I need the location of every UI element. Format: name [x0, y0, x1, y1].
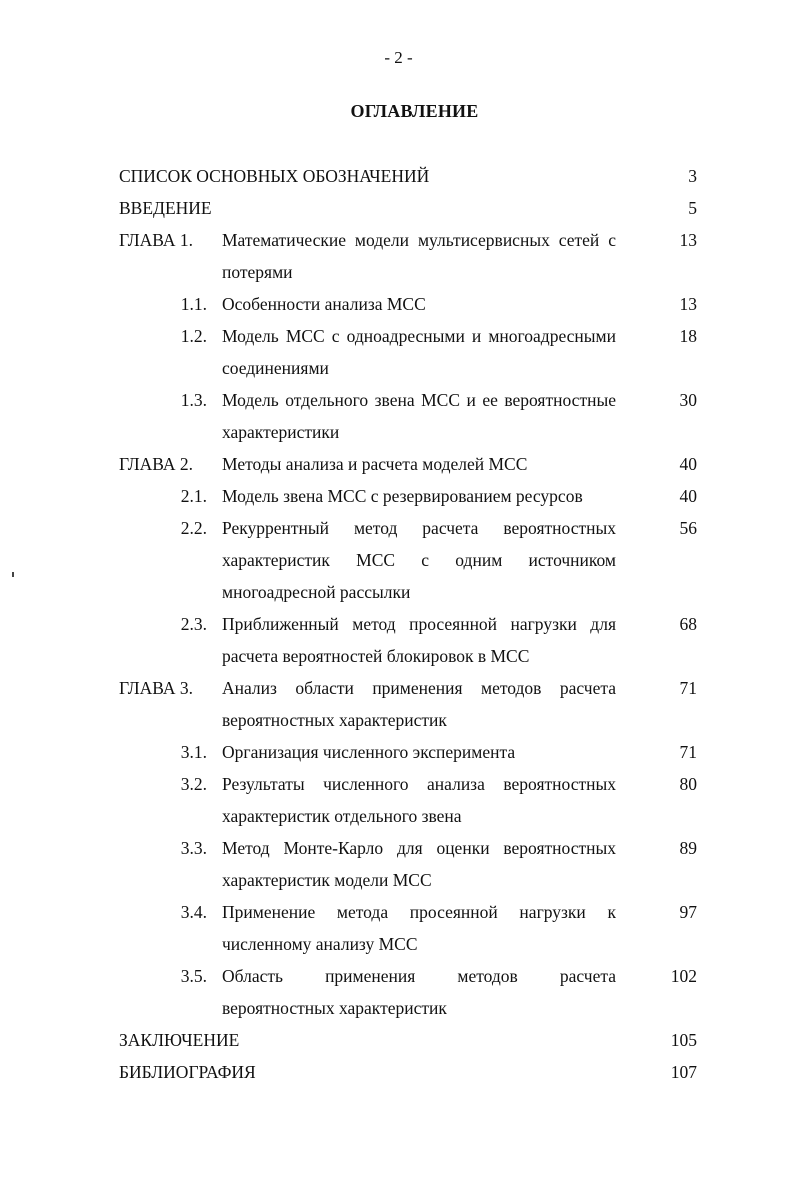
toc-section-page: 40	[679, 486, 697, 506]
toc-section	[119, 512, 697, 608]
toc-section	[119, 768, 697, 832]
toc-section-title: Особенности анализа МСС	[222, 294, 426, 314]
toc-chapter	[119, 672, 697, 736]
toc-section-label: 3.1.	[180, 742, 207, 762]
toc-section-page: 102	[670, 966, 697, 986]
toc-entry-page: 3	[688, 166, 697, 186]
toc-chapter	[119, 224, 697, 288]
toc-section-title: Модель звена МСС с резервированием ресурсов	[222, 486, 583, 506]
toc-section-title: Приближенный метод просеянной нагрузки для расчета вероятностей блокировок в МСС	[222, 614, 616, 666]
toc-section	[119, 832, 697, 896]
toc-section-page: 80	[679, 774, 697, 794]
toc-section-label: 2.1.	[180, 486, 207, 506]
toc-section-label: 1.3.	[180, 390, 207, 410]
toc-section-page: 56	[679, 518, 697, 538]
toc-chapter-title: Анализ области применения методов расчета вероятностных характеристик	[222, 678, 616, 730]
toc-section	[119, 608, 697, 672]
toc-chapter-label: ГЛАВА 2.	[119, 454, 194, 474]
toc-section-label: 3.5.	[180, 966, 207, 986]
toc-list	[119, 160, 697, 1088]
toc-section-label: 1.1.	[180, 294, 207, 314]
toc-section	[119, 480, 697, 512]
toc-section-title: Область применения методов расчета вероятностных характеристик	[222, 966, 616, 1018]
toc-chapter-page: 40	[679, 454, 697, 474]
toc-section-title: Применение метода просеянной нагрузки к численному анализу МСС	[222, 902, 616, 954]
toc-section-label: 3.2.	[180, 774, 207, 794]
toc-chapter-label: ГЛАВА 3.	[119, 678, 194, 698]
toc-title: ОГЛАВЛЕНИЕ	[350, 101, 479, 121]
toc-section	[119, 960, 697, 1024]
toc-entry-title: БИБЛИОГРАФИЯ	[119, 1062, 256, 1082]
toc-section-page: 71	[679, 742, 697, 762]
toc-entry	[119, 160, 697, 192]
toc-entry-title: СПИСОК ОСНОВНЫХ ОБОЗНАЧЕНИЙ	[119, 166, 430, 186]
toc-section-title: Организация численного эксперимента	[222, 742, 516, 762]
toc-section-label: 2.3.	[180, 614, 207, 634]
toc-section-page: 97	[679, 902, 697, 922]
margin-mark	[12, 572, 14, 577]
toc-entry-title: ЗАКЛЮЧЕНИЕ	[119, 1030, 240, 1050]
toc-section-page: 68	[679, 614, 697, 634]
toc-section	[119, 320, 697, 384]
toc-chapter	[119, 448, 697, 480]
toc-section	[119, 288, 697, 320]
toc-section-title: Результаты численного анализа вероятностных характеристик отдельного звена	[222, 774, 616, 826]
toc-section	[119, 736, 697, 768]
toc-chapter-page: 13	[679, 230, 697, 250]
toc-section-label: 1.2.	[180, 326, 207, 346]
page-number: - 2 -	[384, 48, 413, 67]
toc-entry-page: 5	[688, 198, 697, 218]
toc-chapter-label: ГЛАВА 1.	[119, 230, 194, 250]
toc-section-label: 3.4.	[180, 902, 207, 922]
toc-chapter-title: Математические модели мультисервисных сетей с потерями	[222, 230, 616, 282]
toc-entry	[119, 192, 697, 224]
toc-chapter-title: Методы анализа и расчета моделей МСС	[222, 454, 528, 474]
toc-section-page: 18	[679, 326, 697, 346]
toc-section-title: Модель отдельного звена МСС и ее вероятностные характеристики	[222, 390, 616, 442]
toc-chapter-page: 71	[679, 678, 697, 698]
toc-section-title: Модель МСС с одноадресными и многоадресными соединениями	[222, 326, 616, 378]
toc-section-page: 13	[679, 294, 697, 314]
toc-section-label: 3.3.	[180, 838, 207, 858]
toc-entry	[119, 1056, 697, 1088]
toc-section-page: 89	[679, 838, 697, 858]
toc-section-page: 30	[679, 390, 697, 410]
toc-section-title: Рекуррентный метод расчета вероятностных характеристик МСС с одним источником многоадресной рассылки	[222, 518, 616, 602]
toc-section	[119, 384, 697, 448]
toc-section-label: 2.2.	[180, 518, 207, 538]
toc-section-title: Метод Монте-Карло для оценки вероятностных характеристик модели МСС	[222, 838, 616, 890]
toc-entry-page: 105	[670, 1030, 697, 1050]
toc-entry-title: ВВЕДЕНИЕ	[119, 198, 212, 218]
toc-entry-page: 107	[670, 1062, 697, 1082]
toc-entry	[119, 1024, 697, 1056]
toc-section	[119, 896, 697, 960]
